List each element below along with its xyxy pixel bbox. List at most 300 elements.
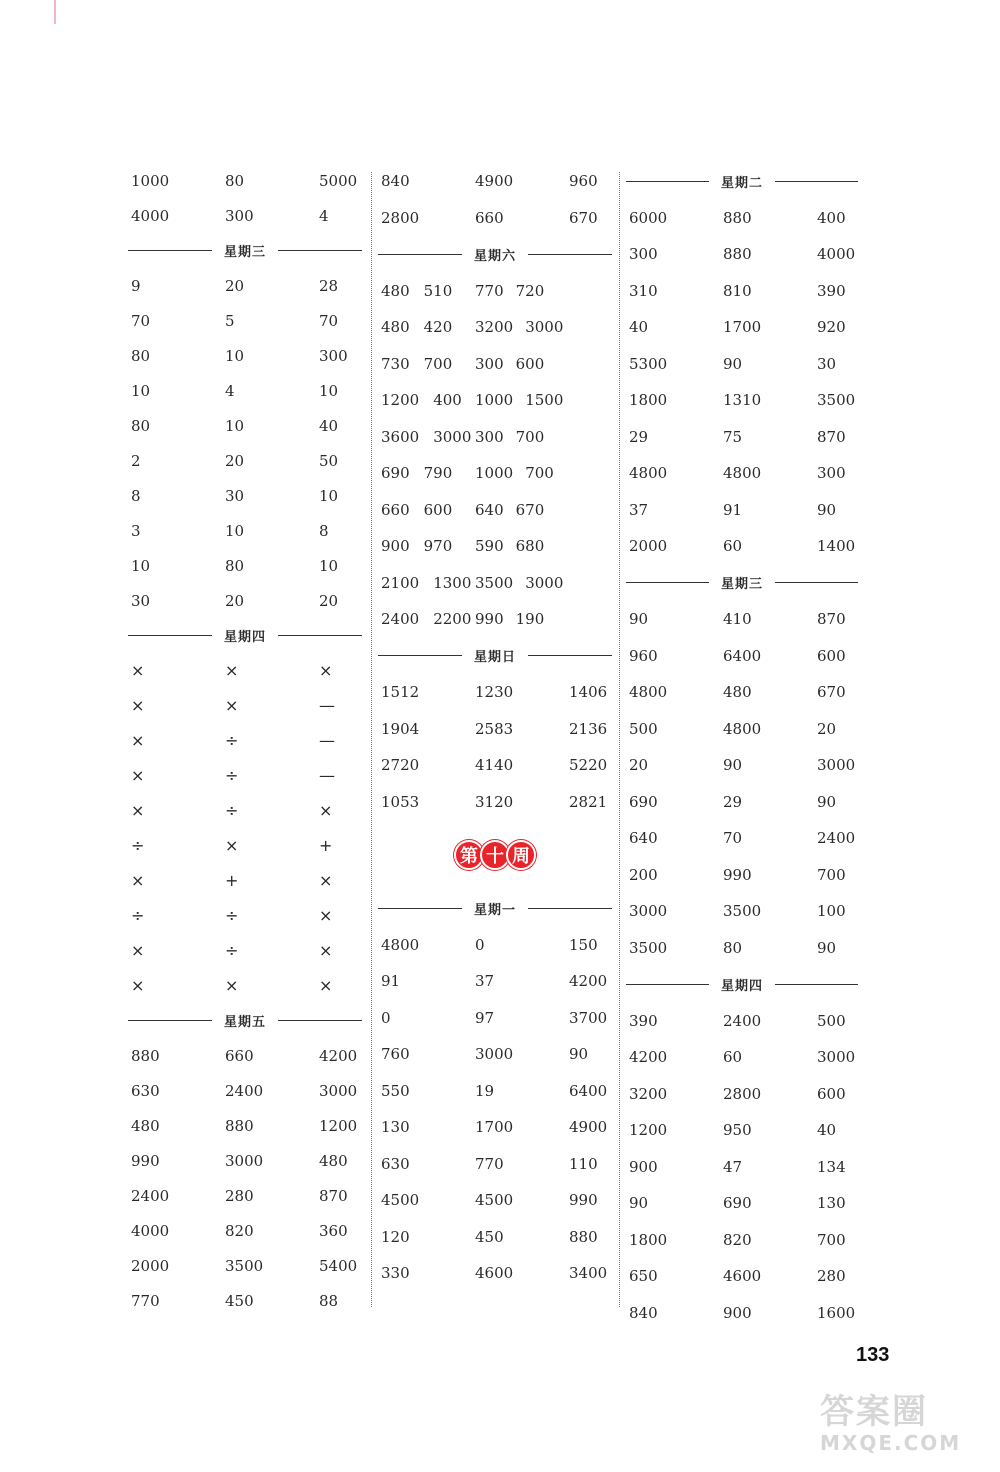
answer-value: 630 [381, 1154, 410, 1173]
answer-row [626, 492, 858, 529]
answer-value: 10 [131, 556, 151, 575]
answer-value: 770 [131, 1291, 160, 1310]
answer-value: ÷ [225, 731, 239, 750]
answer-value: 2720 [381, 756, 420, 775]
answer-value: × [319, 801, 333, 820]
answer-value: 4800 [381, 935, 420, 954]
answer-value: 2583 [475, 719, 514, 738]
answer-value: 37 [629, 500, 649, 519]
answer-value: 2400 [817, 829, 856, 848]
page-number: 133 [856, 1344, 890, 1366]
answer-pair [475, 610, 612, 628]
answer-value: 3700 [569, 1008, 608, 1027]
answer-row [626, 419, 858, 456]
answer-value: 4200 [319, 1046, 358, 1065]
answer-row [626, 1076, 858, 1113]
answer-value: 6000 [629, 208, 668, 227]
answer-value: × [319, 871, 333, 890]
answer-value: 1230 [475, 683, 514, 702]
answer-row [378, 1146, 612, 1183]
answer-value: 1310 [723, 391, 762, 410]
answer-value: 10 [225, 346, 245, 365]
header-rule [128, 635, 212, 636]
answer-value: 90 [569, 1045, 589, 1064]
day-header [378, 890, 612, 927]
answer-value: 3500 [475, 573, 514, 592]
answer-row [128, 1178, 362, 1213]
answer-row [128, 443, 362, 478]
answer-value: 1000 [131, 171, 170, 190]
answer-value: 20 [225, 591, 245, 610]
answer-value: 10 [225, 416, 245, 435]
answer-value: 90 [629, 610, 649, 629]
answer-row [128, 863, 362, 898]
answer-pair [475, 501, 612, 519]
answer-row [128, 583, 362, 618]
answer-value: 590 [475, 537, 504, 556]
answer-value: 110 [569, 1154, 598, 1173]
answer-value: — [319, 766, 335, 785]
answer-row [626, 200, 858, 237]
answer-row [128, 513, 362, 548]
answer-value: 47 [723, 1157, 743, 1176]
answer-value: 640 [629, 829, 658, 848]
answer-value: 880 [723, 208, 752, 227]
answer-value: 10 [131, 381, 151, 400]
answer-row [378, 309, 612, 346]
answer-row [626, 857, 858, 894]
answer-value: 500 [629, 719, 658, 738]
answer-value: 360 [319, 1221, 348, 1240]
answer-row [626, 1003, 858, 1040]
answer-row [378, 382, 612, 419]
answer-value: 6400 [723, 646, 762, 665]
answer-value: 790 [423, 464, 453, 483]
answer-value: 2800 [723, 1084, 762, 1103]
day-label: 星期三 [224, 245, 267, 260]
answer-value: 280 [817, 1267, 846, 1286]
answer-value: 1800 [629, 391, 668, 410]
answer-value: 820 [225, 1221, 254, 1240]
answer-row [378, 747, 612, 784]
header-rule [378, 254, 462, 255]
answer-value: 730 [381, 354, 410, 373]
answer-pair [378, 428, 475, 446]
answer-value: 2400 [723, 1011, 762, 1030]
answer-value: 20 [319, 591, 339, 610]
answer-value: 80 [225, 171, 245, 190]
answer-row [128, 408, 362, 443]
answer-row [128, 933, 362, 968]
answer-row [128, 1143, 362, 1178]
answer-value: 300 [817, 464, 846, 483]
answer-value: 3000 [433, 427, 472, 446]
answer-row [626, 674, 858, 711]
answer-value: 2400 [131, 1186, 170, 1205]
answer-value: 3120 [475, 792, 514, 811]
answer-value: 990 [569, 1191, 598, 1210]
answer-value: 90 [817, 938, 837, 957]
answer-value: 660 [381, 500, 410, 519]
answer-value: 400 [817, 208, 846, 227]
answer-row [378, 346, 612, 383]
answer-row [128, 163, 362, 198]
answer-value: 700 [817, 1230, 846, 1249]
answer-row [128, 1213, 362, 1248]
answer-value: + [225, 871, 239, 890]
answer-value: 950 [723, 1121, 752, 1140]
answer-row [626, 455, 858, 492]
answer-value: 670 [817, 683, 846, 702]
answer-value: 700 [525, 464, 554, 483]
answer-value: ÷ [225, 766, 239, 785]
answer-row [378, 419, 612, 456]
answer-value: 770 [475, 281, 504, 300]
answer-value: 4500 [475, 1191, 514, 1210]
answer-value: 990 [723, 865, 752, 884]
answer-row [378, 1255, 612, 1292]
answer-value: 2000 [131, 1256, 170, 1275]
answer-value: 970 [423, 537, 453, 556]
answer-value: 3500 [817, 391, 856, 410]
answer-value: 130 [817, 1194, 846, 1213]
answer-value: 880 [569, 1227, 598, 1246]
answer-value: 2100 [381, 573, 420, 592]
answer-value: 3200 [475, 318, 514, 337]
answer-row [626, 382, 858, 419]
answer-value: 990 [131, 1151, 160, 1170]
answer-value: 4600 [475, 1264, 514, 1283]
answer-value: × [131, 871, 145, 890]
answer-pair [475, 464, 612, 482]
answer-value: 650 [629, 1267, 658, 1286]
answer-value: 870 [319, 1186, 348, 1205]
answer-value: 880 [131, 1046, 160, 1065]
answer-value: 19 [475, 1081, 495, 1100]
answer-row [626, 820, 858, 857]
answer-row [378, 455, 612, 492]
answer-pair [378, 391, 475, 409]
answer-value: — [319, 731, 335, 750]
answer-value: 3600 [381, 427, 420, 446]
header-rule [128, 250, 212, 251]
watermark-logo-text: 答案圈 [820, 1392, 928, 1432]
header-rule [775, 984, 858, 985]
answer-value: 640 [475, 500, 504, 519]
answer-row [626, 1149, 858, 1186]
answer-value: ÷ [225, 906, 239, 925]
answer-value: 30 [131, 591, 151, 610]
answer-value: 1406 [569, 683, 608, 702]
day-header [128, 1003, 362, 1038]
answer-row [626, 893, 858, 930]
answer-pair [378, 537, 475, 555]
answer-value: 60 [723, 537, 743, 556]
answer-value: 130 [381, 1118, 410, 1137]
answer-value: 4000 [131, 206, 170, 225]
answer-row [626, 309, 858, 346]
answer-row [626, 1222, 858, 1259]
answer-value: 3 [131, 521, 141, 540]
answer-value: 300 [475, 427, 504, 446]
answer-row [626, 1258, 858, 1295]
day-header [626, 163, 858, 200]
answer-value: 720 [515, 281, 545, 300]
answer-value: 40 [319, 416, 339, 435]
answer-row [128, 1248, 362, 1283]
answer-value: 500 [817, 1011, 846, 1030]
answer-value: 4 [225, 381, 235, 400]
answer-value: 4 [319, 206, 329, 225]
answer-value: ÷ [131, 836, 145, 855]
answer-value: 960 [629, 646, 658, 665]
answer-value: 420 [423, 318, 453, 337]
answer-row [626, 1039, 858, 1076]
dotted-divider-1 [371, 172, 372, 1307]
header-rule [528, 908, 612, 909]
answer-value: 390 [629, 1011, 658, 1030]
answer-value: 900 [381, 537, 410, 556]
watermark-url: MXQE.COM [820, 1431, 962, 1455]
answer-value: 2400 [381, 610, 420, 629]
answer-row [626, 273, 858, 310]
answer-value: 480 [319, 1151, 348, 1170]
answer-value: 300 [319, 346, 348, 365]
answer-row [128, 373, 362, 408]
answer-value: 600 [817, 1084, 846, 1103]
answer-pair [378, 574, 475, 592]
answer-pair [378, 610, 475, 628]
week-badge [456, 840, 534, 870]
answer-value: 690 [629, 792, 658, 811]
answer-pair [475, 391, 612, 409]
answer-value: 670 [515, 500, 545, 519]
answer-value: 840 [381, 172, 410, 191]
answer-row [626, 638, 858, 675]
answer-row [128, 1108, 362, 1143]
answer-value: 310 [629, 281, 658, 300]
answer-value: 3200 [629, 1084, 668, 1103]
answer-value: × [225, 661, 239, 680]
answer-value: 4900 [475, 172, 514, 191]
answer-value: 40 [629, 318, 649, 337]
answer-pair [378, 282, 475, 300]
answer-value: 3500 [629, 938, 668, 957]
answer-value: 3000 [319, 1081, 358, 1100]
answer-value: 4600 [723, 1267, 762, 1286]
answer-row [128, 198, 362, 233]
answer-row [128, 653, 362, 688]
answer-value: 1700 [723, 318, 762, 337]
answer-value: 480 [381, 318, 410, 337]
answer-value: 75 [723, 427, 743, 446]
answer-row [128, 828, 362, 863]
day-header [378, 638, 612, 675]
answer-value: 1200 [319, 1116, 358, 1135]
day-label: 星期五 [224, 1015, 267, 1030]
answer-row [128, 338, 362, 373]
answer-row [128, 898, 362, 933]
answer-value: 3400 [569, 1264, 608, 1283]
answer-row [378, 711, 612, 748]
answer-row [128, 723, 362, 758]
answer-value: 300 [629, 245, 658, 264]
answer-value: 330 [381, 1264, 410, 1283]
header-rule [378, 908, 462, 909]
answer-value: 880 [723, 245, 752, 264]
answer-value: 1053 [381, 792, 420, 811]
answer-value: 2000 [629, 537, 668, 556]
header-rule [128, 1020, 212, 1021]
answer-value: 5300 [629, 354, 668, 373]
answer-value: × [319, 976, 333, 995]
margin-mark [54, 0, 56, 24]
answer-value: 0 [381, 1008, 391, 1027]
answer-value: 88 [319, 1291, 339, 1310]
answer-row [626, 747, 858, 784]
answer-row [128, 688, 362, 723]
answer-pair [378, 464, 475, 482]
answer-value: 100 [817, 902, 846, 921]
header-rule [775, 181, 858, 182]
answer-row [626, 711, 858, 748]
answer-value: 4000 [817, 245, 856, 264]
answer-value: 150 [569, 935, 598, 954]
answer-value: 690 [381, 464, 410, 483]
answer-row [378, 1109, 612, 1146]
header-rule [278, 635, 362, 636]
answer-value: 870 [817, 427, 846, 446]
answer-value: × [225, 696, 239, 715]
answer-value: 80 [131, 346, 151, 365]
answer-row [626, 601, 858, 638]
answer-value: 880 [225, 1116, 254, 1135]
answer-value: 97 [475, 1008, 495, 1027]
answer-value: 480 [381, 281, 410, 300]
answer-value: 91 [723, 500, 743, 519]
answer-value: 480 [131, 1116, 160, 1135]
answer-value: 90 [723, 756, 743, 775]
answer-row [626, 1112, 858, 1149]
answer-value: 50 [319, 451, 339, 470]
answer-value: 20 [817, 719, 837, 738]
answer-value: 450 [475, 1227, 504, 1246]
answer-value: 4140 [475, 756, 514, 775]
answer-value: 4800 [629, 683, 668, 702]
week-badge-char: 第 [454, 840, 484, 870]
answer-value: 4800 [723, 464, 762, 483]
answer-value: 40 [817, 1121, 837, 1140]
answer-value: 630 [131, 1081, 160, 1100]
answer-value: 8 [131, 486, 141, 505]
answer-value: × [319, 661, 333, 680]
answer-value: 1500 [525, 391, 564, 410]
week-title [378, 820, 612, 890]
answer-value: 550 [381, 1081, 410, 1100]
answer-row [128, 793, 362, 828]
answer-value: 680 [515, 537, 545, 556]
answer-row [626, 1295, 858, 1332]
answer-value: 920 [817, 318, 846, 337]
answer-value: 760 [381, 1045, 410, 1064]
answer-value: + [319, 836, 333, 855]
answer-value: 450 [225, 1291, 254, 1310]
answer-value: 200 [629, 865, 658, 884]
answer-value: 70 [723, 829, 743, 848]
answer-value: 20 [225, 451, 245, 470]
answer-value: 810 [723, 281, 752, 300]
answer-value: 5400 [319, 1256, 358, 1275]
answer-column-1 [128, 163, 362, 1318]
answer-row [128, 1283, 362, 1318]
answer-value: 2200 [433, 610, 472, 629]
answer-value: 9 [131, 276, 141, 295]
answer-row [378, 528, 612, 565]
day-header [626, 966, 858, 1003]
answer-value: 90 [629, 1194, 649, 1213]
answer-value: 1200 [381, 391, 420, 410]
answer-row [128, 968, 362, 1003]
answer-row [378, 1000, 612, 1037]
day-header [128, 233, 362, 268]
answer-row [128, 478, 362, 513]
answer-value: 660 [225, 1046, 254, 1065]
answer-value: 3500 [225, 1256, 264, 1275]
dotted-divider-2 [619, 172, 620, 1307]
day-header [128, 618, 362, 653]
answer-row [378, 163, 612, 200]
answer-value: 990 [475, 610, 504, 629]
answer-value: 1600 [817, 1303, 856, 1322]
answer-column-3 [626, 163, 858, 1331]
answer-row [378, 273, 612, 310]
answer-value: 1700 [475, 1118, 514, 1137]
header-rule [528, 254, 612, 255]
answer-value: 3000 [225, 1151, 264, 1170]
answer-value: 4800 [629, 464, 668, 483]
answer-value: × [225, 976, 239, 995]
answer-value: 5 [225, 311, 235, 330]
answer-value: 480 [723, 683, 752, 702]
header-rule [626, 181, 709, 182]
answer-row [128, 758, 362, 793]
answer-value: × [319, 906, 333, 925]
answer-value: 80 [723, 938, 743, 957]
answer-value: 5220 [569, 756, 608, 775]
answer-row [378, 1073, 612, 1110]
header-rule [528, 655, 612, 656]
answer-value: 3000 [817, 1048, 856, 1067]
day-label: 星期二 [721, 175, 764, 191]
answer-value: 30 [225, 486, 245, 505]
answer-row [378, 784, 612, 821]
answer-value: ÷ [131, 906, 145, 925]
answer-value: 700 [515, 427, 545, 446]
answer-value: 4200 [629, 1048, 668, 1067]
answer-pair [475, 355, 612, 373]
answer-value: 1200 [629, 1121, 668, 1140]
answer-value: 300 [225, 206, 254, 225]
answer-value: 80 [131, 416, 151, 435]
answer-value: 90 [817, 500, 837, 519]
day-label: 星期日 [474, 650, 517, 666]
answer-pair [475, 537, 612, 555]
answer-value: 600 [515, 354, 545, 373]
answer-value: 1400 [817, 537, 856, 556]
answer-value: 29 [723, 792, 743, 811]
answer-column-2 [378, 163, 612, 1292]
answer-value: 900 [629, 1157, 658, 1176]
